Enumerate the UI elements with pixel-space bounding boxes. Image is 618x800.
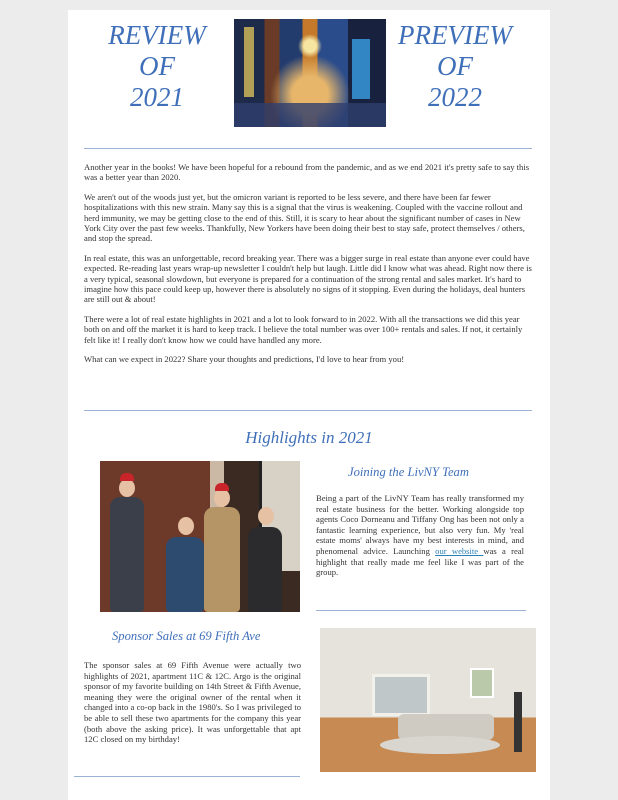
intro-paragraph: We aren't out of the woods just yet, but the omicron variant is reported to be less severe, and there have been far fewer hospitalizations with this new strain. Many say this is a signal that the virus is weakening. Coupled with the vaccine rollout and herd immunity, we may be getting close to the end of this. Still, it is scary to hear about the significant number of cases in New York City over the past few weeks. Thankfully, New Yorkers have been doing their best to stay safe, protect themselves / others, and stop the spread. bbox=[84, 191, 525, 244]
team-photo bbox=[100, 461, 300, 612]
highlights-title: Highlights in 2021 bbox=[245, 428, 373, 447]
hero-left-word-1: REVIEW bbox=[108, 20, 206, 50]
intro-paragraph: There were a lot of real estate highlights in 2021 and a lot to look forward to in 2022. With all the transactions we did this year both on and off the market it is hard to keep track. I believe the total number was over 100+ rentals and sales. If not, it certainly felt like it! I really don't know how we could have handled any more. bbox=[84, 313, 523, 345]
joining-livny-text bbox=[316, 493, 524, 578]
hero-right-word-1: PREVIEW bbox=[398, 20, 512, 50]
our-website-link[interactable]: our website bbox=[435, 545, 484, 556]
review-of-2021-heading bbox=[82, 20, 232, 113]
joining-text-part: was a real highlight that really made me feel like I was part of the group. bbox=[316, 545, 524, 578]
hero-left-word-2: OF bbox=[139, 51, 175, 81]
divider bbox=[84, 410, 532, 411]
joining-text-part: Being a part of the LivNY Team has really transformed my real estate business for the better. Working alongside top agents Coco Dorneanu and Tiffany Ong has been not only a fantastic learning experience, but also very fun. My 'real estate moms' always have my best interests in mind, and phenomenal advice. Launching bbox=[316, 493, 524, 556]
divider bbox=[84, 148, 532, 149]
joining-livny-title: Joining the LivNY Team bbox=[348, 465, 469, 479]
sponsor-sales-text: The sponsor sales at 69 Fifth Avenue were actually two highlights of 2021, apartment 11C & 12C. Argo is the original sponsor of my favorite building on 14th Street & Fifth Avenue, meaning they were the original owner of the rental when it changed into a co-op back in the 1980's. So I was privileged to be able to sell these two apartments for the company this year (both above the asking price). It was unforgettable that apt 12C closed on my birthday! bbox=[84, 660, 301, 745]
apartment-photo bbox=[320, 628, 536, 772]
newsletter-page bbox=[68, 10, 550, 800]
intro-paragraph: Another year in the books! We have been hopeful for a rebound from the pandemic, and as we end 2021 it's pretty safe to say this was a better year than 2020. bbox=[84, 162, 530, 183]
hero-right-word-3: 2022 bbox=[428, 82, 482, 112]
divider bbox=[74, 776, 300, 777]
preview-of-2022-heading bbox=[380, 20, 530, 113]
intro-paragraph: In real estate, this was an unforgettable, record breaking year. There was a bigger surge in real estate than anyone ever could have expected. Re-reading last years wrap-up newsletter I couldn't help but laugh. Little did I know what was ahead. Right now there is a very typical, seasonal slowdown, but everyone is prepared for a continuation of the strong rental and sales market. It's hard to imagine how this pace could keep up, however there is absolutely no signs of it stopping. Even during the holidays, deal hunters are still out & about! bbox=[84, 252, 532, 305]
intro-paragraph: What can we expect in 2022? Share your thoughts and predictions, I'd love to hear from you! bbox=[84, 354, 405, 365]
intro-text bbox=[84, 162, 534, 374]
sponsor-sales-title: Sponsor Sales at 69 Fifth Ave bbox=[112, 629, 261, 643]
hero-left-word-3: 2021 bbox=[130, 82, 184, 112]
hero-right-word-2: OF bbox=[437, 51, 473, 81]
divider bbox=[316, 610, 526, 611]
times-square-photo bbox=[234, 19, 386, 127]
